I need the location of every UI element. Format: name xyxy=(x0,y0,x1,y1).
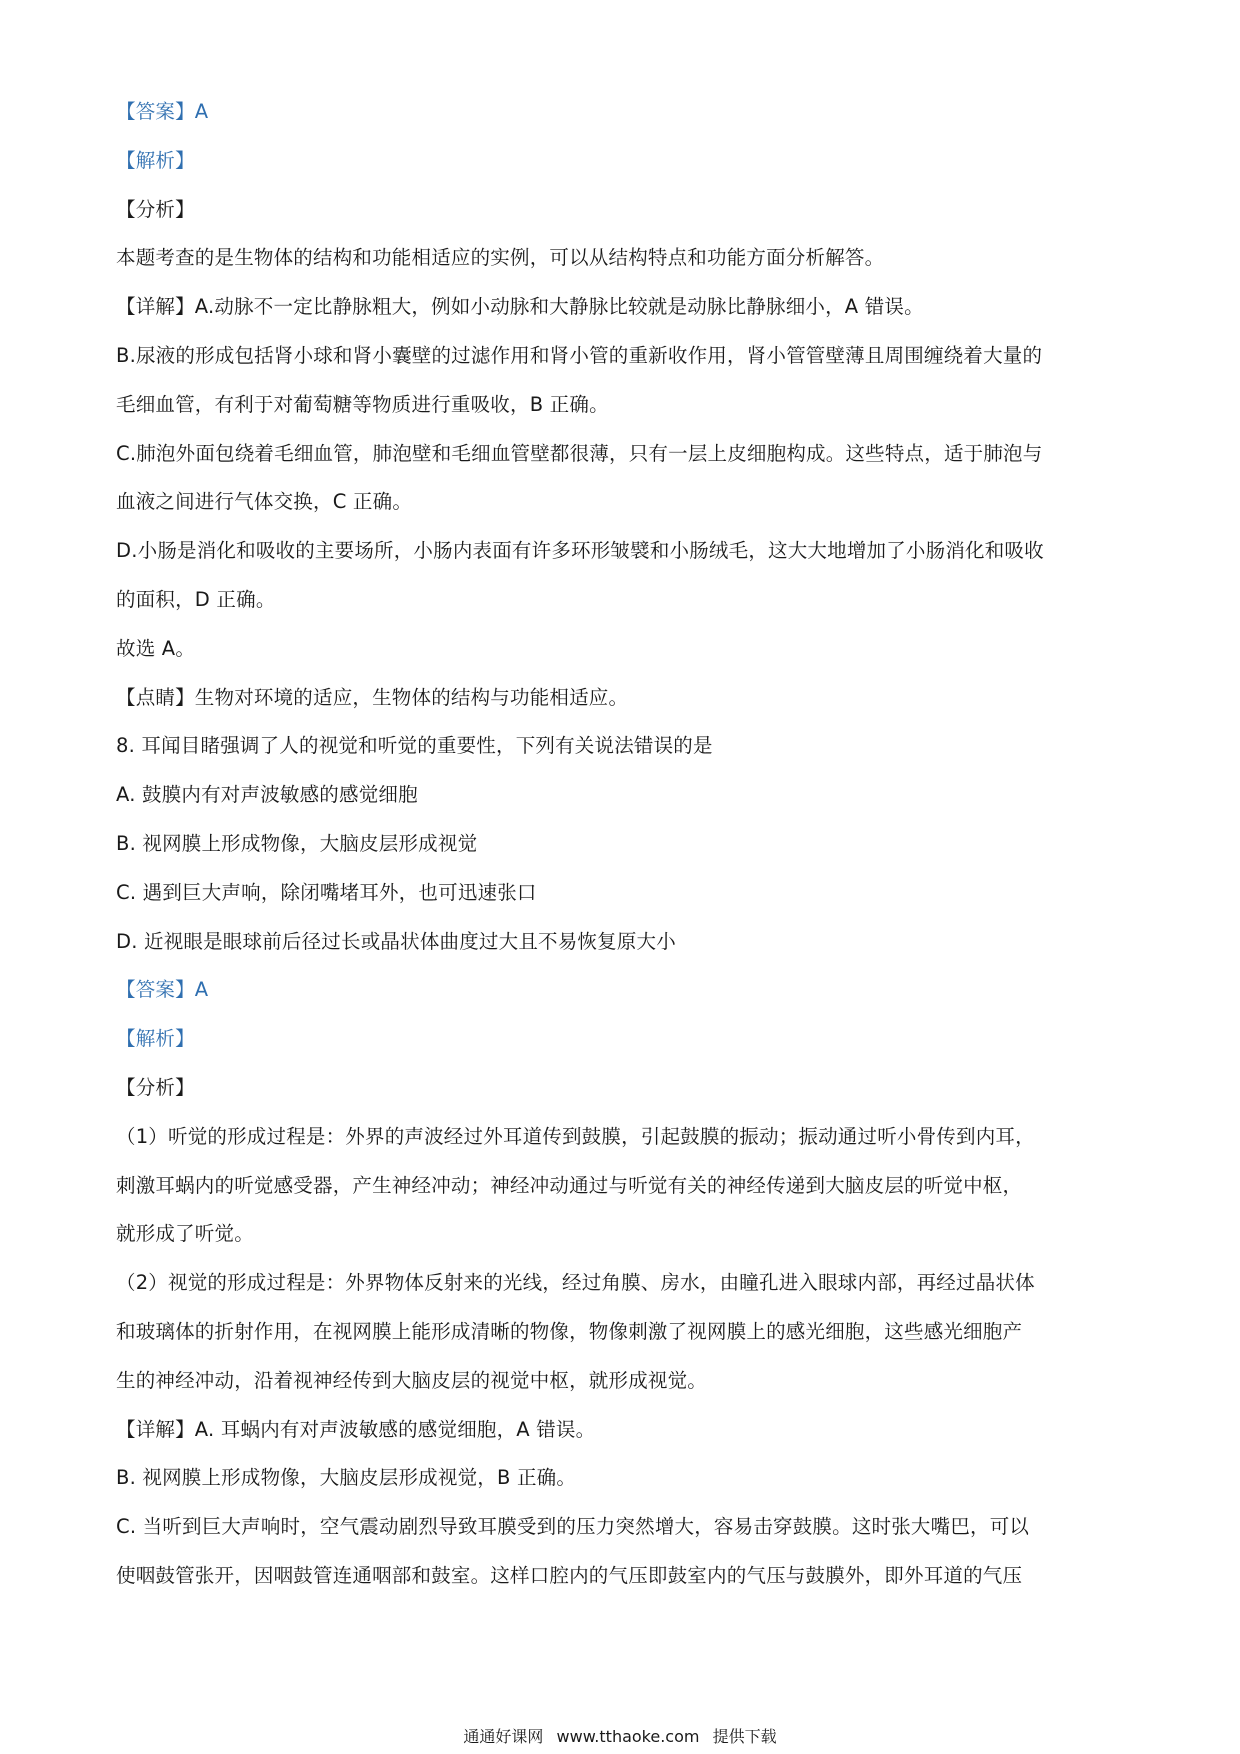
text-line: 【答案】A xyxy=(116,100,209,123)
text-line: 【点睛】生物对环境的适应，生物体的结构与功能相适应。 xyxy=(116,685,629,709)
footer-site-name: 通通好课网 xyxy=(463,1727,544,1746)
text-line: 8. 耳闻目睹强调了人的视觉和听觉的重要性，下列有关说法错误的是 xyxy=(116,734,713,758)
text-line: D.小肠是消化和吸收的主要场所，小肠内表面有许多环形皱襞和小肠绒毛，这大大地增加了小肠消化和吸收 xyxy=(116,539,1044,563)
text-line: C.肺泡外面包绕着毛细血管，肺泡壁和毛细血管壁都很薄，只有一层上皮细胞构成。这些特点，适于肺泡与 xyxy=(116,441,1043,465)
text-line: C. 当听到巨大声响时，空气震动剧烈导致耳膜受到的压力突然增大，容易击穿鼓膜。这时张大嘴巴，可以 xyxy=(116,1515,1030,1539)
footer-suffix: 提供下载 xyxy=(712,1727,777,1746)
text-line: 本题考查的是生物体的结构和功能相适应的实例，可以从结构特点和功能方面分析解答。 xyxy=(116,246,885,270)
text-line: B.尿液的形成包括肾小球和肾小囊壁的过滤作用和肾小管的重新收作用，肾小管管壁薄且周围缠绕着大量的 xyxy=(116,343,1043,367)
text-line: D. 近视眼是眼球前后径过长或晶状体曲度过大且不易恢复原大小 xyxy=(116,929,676,953)
text-line: 刺激耳蜗内的听觉感受器，产生神经冲动；神经冲动通过与听觉有关的神经传递到大脑皮层的听觉中枢， xyxy=(116,1173,1023,1197)
text-line: B. 视网膜上形成物像，大脑皮层形成视觉 xyxy=(116,831,478,855)
text-line: 故选 A。 xyxy=(116,636,196,660)
text-line: 【分析】 xyxy=(116,197,195,221)
text-line: （1）听觉的形成过程是：外界的声波经过外耳道传到鼓膜，引起鼓膜的振动；振动通过听小骨传到内耳， xyxy=(116,1124,1035,1148)
text-line: 生的神经冲动，沿着视神经传到大脑皮层的视觉中枢，就形成视觉。 xyxy=(116,1368,708,1392)
page-footer xyxy=(0,1727,1240,1747)
text-line: （2）视觉的形成过程是：外界物体反射来的光线，经过角膜、房水，由瞳孔进入眼球内部，再经过晶状体 xyxy=(116,1271,1035,1295)
text-line: C. 遇到巨大声响，除闭嘴堵耳外，也可迅速张口 xyxy=(116,880,537,904)
text-line: 的面积，D 正确。 xyxy=(116,587,276,611)
text-line: A. 鼓膜内有对声波敏感的感觉细胞 xyxy=(116,783,418,807)
text-line: B. 视网膜上形成物像，大脑皮层形成视觉，B 正确。 xyxy=(116,1466,577,1490)
document-body xyxy=(116,100,1136,1613)
text-line: 【详解】A. 耳蜗内有对声波敏感的感觉细胞，A 错误。 xyxy=(116,1417,596,1441)
text-line: 血液之间进行气体交换，C 正确。 xyxy=(116,490,413,514)
text-line: 和玻璃体的折射作用，在视网膜上能形成清晰的物像，物像刺激了视网膜上的感光细胞，这些感光细胞产 xyxy=(116,1319,1023,1343)
text-line: 【解析】 xyxy=(116,148,195,172)
text-line: 就形成了听觉。 xyxy=(116,1222,254,1246)
text-line: 使咽鼓管张开，因咽鼓管连通咽部和鼓室。这样口腔内的气压即鼓室内的气压与鼓膜外，即外耳道的气压 xyxy=(116,1563,1023,1587)
text-line: 【答案】A xyxy=(116,978,209,1002)
text-line: 【解析】 xyxy=(116,1027,195,1051)
text-line: 【详解】A.动脉不一定比静脉粗大，例如小动脉和大静脉比较就是动脉比静脉细小，A 错误。 xyxy=(116,295,924,319)
text-line: 毛细血管，有利于对葡萄糖等物质进行重吸收，B 正确。 xyxy=(116,392,609,416)
text-line: 【分析】 xyxy=(116,1075,195,1099)
footer-url[interactable]: www.tthaoke.com xyxy=(556,1727,700,1746)
